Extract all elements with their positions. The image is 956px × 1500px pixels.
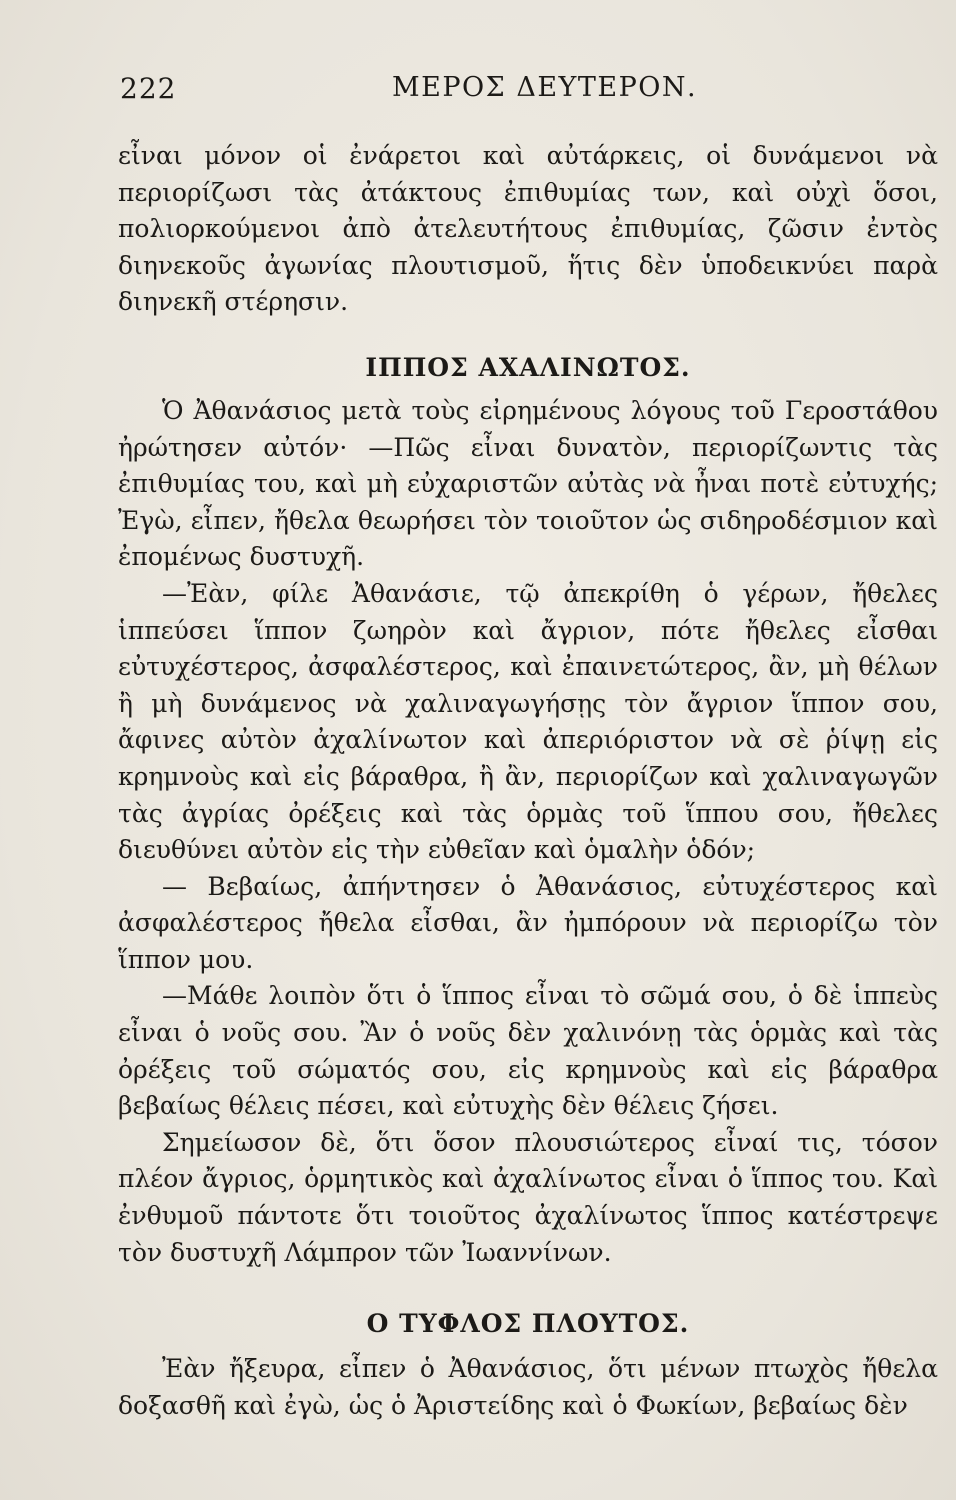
paragraph: Ὁ Ἀθανάσιος μετὰ τοὺς εἰρημένους λόγους τοῦ Γεροστάθου ἠρώτησεν αὐτόν· —Πῶς εἶναι δυνατὸν, περιορίζωντις τὰς ἐπιθυμίας του, καὶ μὴ εὐχαριστῶν αὐτὰς νὰ ἦναι ποτὲ εὐτυχής; Ἐγὼ, εἶπεν, ἤθελα θεωρήσει τὸν τοιοῦτον ὡς σιδηροδέσμιον καὶ ἐπομένως δυστυχῆ.	[118, 395, 938, 572]
paragraph: Σημείωσον δὲ, ὅτι ὅσον πλουσιώτερος εἶναί τις, τόσον πλέον ἄγριος, ὁρμητικὸς καὶ ἀχαλίνωτος εἶναι ὁ ἵππος του. Καὶ ἐνθυμοῦ πάντοτε ὅτι τοιοῦτος ἀχαλίνωτος ἵππος κατέστρεψε τὸν δυστυχῆ Λάμπρον τῶν Ἰωαννίνων.	[118, 1127, 938, 1267]
page-header	[120, 72, 916, 116]
paragraph: —Μάθε λοιπὸν ὅτι ὁ ἵππος εἶναι τὸ σῶμά σου, ὁ δὲ ἱππεὺς εἶναι ὁ νοῦς σου. Ἂν ὁ νοῦς δὲν χαλινόνῃ τὰς ὁρμὰς καὶ τὰς ὀρέξεις τοῦ σώματός σου, εἰς κρημνοὺς καὶ εἰς βάραθρα βεβαίως θέλεις πέσει, καὶ εὐτυχὴς δὲν θέλεις ζήσει.	[118, 981, 938, 1121]
page-number: 222	[120, 72, 177, 105]
paragraph: — Βεβαίως, ἀπήντησεν ὁ Ἀθανάσιος, εὐτυχέστερος καὶ ἀσφαλέστερος ἤθελα εἶσθαι, ἂν ἠμπόρουν νὰ περιορίζω τὸν ἵππον μου.	[118, 871, 938, 974]
page-body	[118, 138, 938, 1424]
running-head: ΜΕΡΟΣ ΔΕΥΤΕΡΟΝ.	[392, 72, 698, 103]
section-title-wild-horse: ΙΠΠΟΣ ΑΧΑΛΙΝΩΤΟΣ.	[365, 352, 691, 382]
paragraph: Ἐὰν ἤξευρα, εἶπεν ὁ Ἀθανάσιος, ὅτι μένων πτωχὸς ἤθελα δοξασθῆ καὶ ἐγὼ, ὡς ὁ Ἀριστείδης καὶ ὁ Φωκίων, βεβαίως δὲν	[118, 1354, 938, 1420]
paragraph: —Ἐὰν, φίλε Ἀθανάσιε, τῷ ἀπεκρίθη ὁ γέρων, ἤθελες ἱππεύσει ἵππον ζωηρὸν καὶ ἄγριον, πότε ἤθελες εἶσθαι εὐτυχέστερος, ἀσφαλέστερος, καὶ ἐπαινετώτερος, ἂν, μὴ θέλων ἢ μὴ δυνάμενος νὰ χαλιναγωγήσῃς τὸν ἄγριον ἵππον σου, ἄφινες αὐτὸν ἀχαλίνωτον καὶ ἀπεριόριστον νὰ σὲ ῥίψῃ εἰς κρημνοὺς καὶ εἰς βάραθρα, ἢ ἂν, περιορίζων καὶ χαλιναγωγῶν τὰς ἀγρίας ὀρέξεις καὶ τὰς ὁρμὰς τοῦ ἵππου σου, ἤθελες διευθύνει αὐτὸν εἰς τὴν εὐθεῖαν καὶ ὁμαλὴν ὁδόν;	[118, 578, 938, 865]
paragraph-intro: εἶναι μόνον οἱ ἐνάρετοι καὶ αὐτάρκεις, οἱ δυνάμενοι νὰ περιορίζωσι τὰς ἀτάκτους ἐπιθυμίας των, καὶ οὐχὶ ὅσοι, πολιορκούμενοι ἀπὸ ἀτελευτήτους ἐπιθυμίας, ζῶσιν ἐντὸς διηνεκοῦς ἀγωνίας πλουτισμοῦ, ἥτις δὲν ὑποδεικνύει παρὰ διηνεκῆ στέρησιν.	[118, 141, 938, 317]
section-title-blind-wealth: Ο ΤΥΦΛΟΣ ΠΛΟΥΤΟΣ.	[366, 1309, 690, 1339]
